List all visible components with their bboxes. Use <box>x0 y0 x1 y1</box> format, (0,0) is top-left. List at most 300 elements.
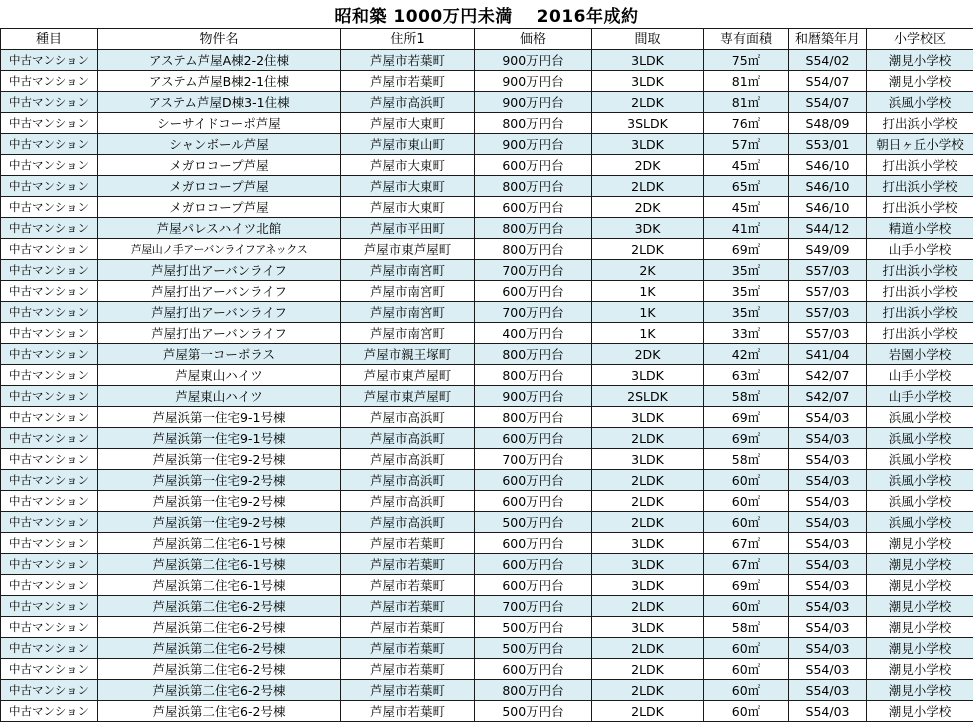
cell-floor-area[interactable]: 65㎡ <box>704 176 789 197</box>
cell-address[interactable]: 芦屋市高浜町 <box>341 92 475 113</box>
cell-property-name[interactable]: 芦屋浜第二住宅6-1号棟 <box>98 533 341 554</box>
cell-layout[interactable]: 3LDK <box>592 50 704 71</box>
cell-built-date[interactable]: S42/07 <box>789 386 867 407</box>
cell-address[interactable]: 芦屋市若葉町 <box>341 533 475 554</box>
table-row <box>1 617 973 638</box>
cell-type[interactable]: 中古マンション <box>1 365 98 386</box>
cell-school-district[interactable]: 潮見小学校 <box>867 638 973 659</box>
cell-school-district[interactable]: 山手小学校 <box>867 386 973 407</box>
cell-address[interactable]: 芦屋市高浜町 <box>341 470 475 491</box>
cell-layout[interactable]: 2LDK <box>592 659 704 680</box>
cell-address[interactable]: 芦屋市東芦屋町 <box>341 365 475 386</box>
cell-property-name[interactable]: 芦屋浜第一住宅9-1号棟 <box>98 407 341 428</box>
cell-price[interactable]: 600万円台 <box>475 491 592 512</box>
cell-address[interactable]: 芦屋市東山町 <box>341 134 475 155</box>
cell-price[interactable]: 700万円台 <box>475 302 592 323</box>
cell-type[interactable]: 中古マンション <box>1 281 98 302</box>
cell-built-date[interactable]: S54/03 <box>789 512 867 533</box>
header-row <box>1 29 973 50</box>
cell-type[interactable]: 中古マンション <box>1 302 98 323</box>
cell-built-date[interactable]: S54/03 <box>789 407 867 428</box>
cell-built-date[interactable]: S54/07 <box>789 71 867 92</box>
cell-property-name[interactable]: 芦屋パレスハイツ北館 <box>98 218 341 239</box>
table-row <box>1 323 973 344</box>
table-row <box>1 680 973 701</box>
table-row <box>1 428 973 449</box>
cell-built-date[interactable]: S54/03 <box>789 470 867 491</box>
cell-property-name[interactable]: シャンボール芦屋 <box>98 134 341 155</box>
cell-built-date[interactable]: S54/02 <box>789 50 867 71</box>
cell-property-name[interactable]: 芦屋浜第一住宅9-2号棟 <box>98 449 341 470</box>
column-header-property-name[interactable]: 物件名 <box>98 29 341 50</box>
table-row <box>1 554 973 575</box>
table-row <box>1 239 973 260</box>
cell-floor-area[interactable]: 41㎡ <box>704 218 789 239</box>
table-row <box>1 386 973 407</box>
cell-property-name[interactable]: メガロコープ芦屋 <box>98 176 341 197</box>
cell-type[interactable]: 中古マンション <box>1 92 98 113</box>
cell-price[interactable]: 800万円台 <box>475 365 592 386</box>
cell-layout[interactable]: 2LDK <box>592 680 704 701</box>
cell-school-district[interactable]: 潮見小学校 <box>867 596 973 617</box>
cell-layout[interactable]: 3SLDK <box>592 113 704 134</box>
cell-school-district[interactable]: 潮見小学校 <box>867 554 973 575</box>
cell-school-district[interactable]: 浜風小学校 <box>867 491 973 512</box>
cell-built-date[interactable]: S57/03 <box>789 260 867 281</box>
table-row <box>1 92 973 113</box>
cell-property-name[interactable]: 芦屋打出アーバンライフ <box>98 323 341 344</box>
table-row <box>1 344 973 365</box>
cell-floor-area[interactable]: 60㎡ <box>704 512 789 533</box>
cell-school-district[interactable]: 山手小学校 <box>867 365 973 386</box>
cell-school-district[interactable]: 浜風小学校 <box>867 407 973 428</box>
cell-built-date[interactable]: S46/10 <box>789 197 867 218</box>
cell-property-name[interactable]: 芦屋打出アーバンライフ <box>98 281 341 302</box>
cell-built-date[interactable]: S54/03 <box>789 554 867 575</box>
cell-layout[interactable]: 2LDK <box>592 470 704 491</box>
cell-type[interactable]: 中古マンション <box>1 449 98 470</box>
cell-layout[interactable]: 3LDK <box>592 533 704 554</box>
cell-built-date[interactable]: S46/10 <box>789 155 867 176</box>
cell-address[interactable]: 芦屋市若葉町 <box>341 71 475 92</box>
cell-address[interactable]: 芦屋市高浜町 <box>341 428 475 449</box>
cell-layout[interactable]: 3LDK <box>592 134 704 155</box>
cell-layout[interactable]: 2LDK <box>592 701 704 722</box>
column-header-address[interactable]: 住所1 <box>341 29 475 50</box>
cell-price[interactable]: 600万円台 <box>475 554 592 575</box>
cell-price[interactable]: 500万円台 <box>475 701 592 722</box>
cell-built-date[interactable]: S54/03 <box>789 659 867 680</box>
cell-property-name[interactable]: 芦屋浜第二住宅6-1号棟 <box>98 575 341 596</box>
cell-floor-area[interactable]: 57㎡ <box>704 134 789 155</box>
cell-price[interactable]: 800万円台 <box>475 218 592 239</box>
cell-address[interactable]: 芦屋市高浜町 <box>341 512 475 533</box>
cell-address[interactable]: 芦屋市南宮町 <box>341 302 475 323</box>
cell-property-name[interactable]: 芦屋山ノ手アーバンライフアネックス <box>98 239 341 260</box>
cell-address[interactable]: 芦屋市大東町 <box>341 113 475 134</box>
cell-type[interactable]: 中古マンション <box>1 218 98 239</box>
cell-floor-area[interactable]: 69㎡ <box>704 575 789 596</box>
cell-school-district[interactable]: 打出浜小学校 <box>867 113 973 134</box>
cell-property-name[interactable]: 芦屋浜第二住宅6-2号棟 <box>98 680 341 701</box>
cell-property-name[interactable]: シーサイドコーポ芦屋 <box>98 113 341 134</box>
table-row <box>1 50 973 71</box>
cell-type[interactable]: 中古マンション <box>1 638 98 659</box>
cell-layout[interactable]: 3LDK <box>592 71 704 92</box>
cell-layout[interactable]: 3LDK <box>592 365 704 386</box>
cell-price[interactable]: 600万円台 <box>475 575 592 596</box>
cell-price[interactable]: 500万円台 <box>475 512 592 533</box>
cell-built-date[interactable]: S57/03 <box>789 302 867 323</box>
table-row <box>1 302 973 323</box>
cell-floor-area[interactable]: 63㎡ <box>704 365 789 386</box>
cell-type[interactable]: 中古マンション <box>1 470 98 491</box>
cell-address[interactable]: 芦屋市南宮町 <box>341 323 475 344</box>
cell-type[interactable]: 中古マンション <box>1 197 98 218</box>
cell-layout[interactable]: 3LDK <box>592 617 704 638</box>
cell-price[interactable]: 400万円台 <box>475 323 592 344</box>
cell-floor-area[interactable]: 60㎡ <box>704 680 789 701</box>
table-row <box>1 71 973 92</box>
table-row <box>1 281 973 302</box>
cell-built-date[interactable]: S57/03 <box>789 323 867 344</box>
cell-type[interactable]: 中古マンション <box>1 386 98 407</box>
cell-property-name[interactable]: メガロコープ芦屋 <box>98 155 341 176</box>
table-row <box>1 197 973 218</box>
cell-floor-area[interactable]: 60㎡ <box>704 701 789 722</box>
cell-address[interactable]: 芦屋市若葉町 <box>341 617 475 638</box>
cell-address[interactable]: 芦屋市高浜町 <box>341 407 475 428</box>
cell-address[interactable]: 芦屋市東芦屋町 <box>341 386 475 407</box>
cell-address[interactable]: 芦屋市高浜町 <box>341 449 475 470</box>
cell-property-name[interactable]: 芦屋打出アーバンライフ <box>98 260 341 281</box>
table-row <box>1 218 973 239</box>
cell-school-district[interactable]: 浜風小学校 <box>867 92 973 113</box>
table-row <box>1 491 973 512</box>
cell-built-date[interactable]: S57/03 <box>789 281 867 302</box>
cell-price[interactable]: 700万円台 <box>475 260 592 281</box>
cell-address[interactable]: 芦屋市若葉町 <box>341 596 475 617</box>
cell-property-name[interactable]: 芦屋浜第一住宅9-2号棟 <box>98 512 341 533</box>
cell-price[interactable]: 900万円台 <box>475 92 592 113</box>
cell-school-district[interactable]: 潮見小学校 <box>867 701 973 722</box>
cell-built-date[interactable]: S54/03 <box>789 617 867 638</box>
cell-floor-area[interactable]: 60㎡ <box>704 470 789 491</box>
column-header-price[interactable]: 価格 <box>475 29 592 50</box>
cell-built-date[interactable]: S54/03 <box>789 575 867 596</box>
cell-address[interactable]: 芦屋市若葉町 <box>341 659 475 680</box>
cell-property-name[interactable]: 芦屋浜第二住宅6-2号棟 <box>98 659 341 680</box>
cell-floor-area[interactable]: 58㎡ <box>704 386 789 407</box>
cell-floor-area[interactable]: 60㎡ <box>704 491 789 512</box>
cell-price[interactable]: 700万円台 <box>475 596 592 617</box>
cell-type[interactable]: 中古マンション <box>1 491 98 512</box>
cell-school-district[interactable]: 打出浜小学校 <box>867 281 973 302</box>
cell-property-name[interactable]: 芦屋浜第二住宅6-2号棟 <box>98 617 341 638</box>
cell-school-district[interactable]: 浜風小学校 <box>867 512 973 533</box>
cell-layout[interactable]: 2DK <box>592 155 704 176</box>
cell-layout[interactable]: 2LDK <box>592 239 704 260</box>
cell-school-district[interactable]: 潮見小学校 <box>867 50 973 71</box>
cell-school-district[interactable]: 岩園小学校 <box>867 344 973 365</box>
cell-type[interactable]: 中古マンション <box>1 323 98 344</box>
cell-built-date[interactable]: S42/07 <box>789 365 867 386</box>
cell-layout[interactable]: 2SLDK <box>592 386 704 407</box>
cell-property-name[interactable]: 芦屋浜第一住宅9-2号棟 <box>98 491 341 512</box>
cell-school-district[interactable]: 潮見小学校 <box>867 71 973 92</box>
column-header-school-district[interactable]: 小学校区 <box>867 29 973 50</box>
cell-address[interactable]: 芦屋市若葉町 <box>341 554 475 575</box>
cell-type[interactable]: 中古マンション <box>1 617 98 638</box>
cell-floor-area[interactable]: 60㎡ <box>704 659 789 680</box>
cell-type[interactable]: 中古マンション <box>1 344 98 365</box>
cell-price[interactable]: 900万円台 <box>475 50 592 71</box>
cell-price[interactable]: 600万円台 <box>475 659 592 680</box>
cell-school-district[interactable]: 浜風小学校 <box>867 449 973 470</box>
cell-school-district[interactable]: 精道小学校 <box>867 218 973 239</box>
cell-built-date[interactable]: S44/12 <box>789 218 867 239</box>
cell-price[interactable]: 700万円台 <box>475 449 592 470</box>
cell-floor-area[interactable]: 76㎡ <box>704 113 789 134</box>
cell-price[interactable]: 600万円台 <box>475 155 592 176</box>
cell-price[interactable]: 900万円台 <box>475 386 592 407</box>
cell-floor-area[interactable]: 67㎡ <box>704 533 789 554</box>
cell-address[interactable]: 芦屋市平田町 <box>341 218 475 239</box>
cell-property-name[interactable]: 芦屋浜第二住宅6-1号棟 <box>98 554 341 575</box>
cell-layout[interactable]: 2LDK <box>592 491 704 512</box>
cell-school-district[interactable]: 山手小学校 <box>867 239 973 260</box>
cell-type[interactable]: 中古マンション <box>1 134 98 155</box>
cell-school-district[interactable]: 打出浜小学校 <box>867 176 973 197</box>
cell-layout[interactable]: 2LDK <box>592 428 704 449</box>
cell-address[interactable]: 芦屋市南宮町 <box>341 260 475 281</box>
cell-floor-area[interactable]: 58㎡ <box>704 449 789 470</box>
cell-type[interactable]: 中古マンション <box>1 575 98 596</box>
cell-price[interactable]: 800万円台 <box>475 239 592 260</box>
cell-address[interactable]: 芦屋市若葉町 <box>341 638 475 659</box>
cell-type[interactable]: 中古マンション <box>1 155 98 176</box>
cell-type[interactable]: 中古マンション <box>1 659 98 680</box>
cell-address[interactable]: 芦屋市南宮町 <box>341 281 475 302</box>
cell-layout[interactable]: 2K <box>592 260 704 281</box>
cell-floor-area[interactable]: 81㎡ <box>704 71 789 92</box>
cell-property-name[interactable]: アステム芦屋A棟2-2住棟 <box>98 50 341 71</box>
cell-property-name[interactable]: 芦屋浜第二住宅6-2号棟 <box>98 701 341 722</box>
cell-built-date[interactable]: S46/10 <box>789 176 867 197</box>
cell-school-district[interactable]: 浜風小学校 <box>867 428 973 449</box>
listings-table <box>0 28 973 722</box>
cell-type[interactable]: 中古マンション <box>1 554 98 575</box>
cell-price[interactable]: 500万円台 <box>475 617 592 638</box>
table-row <box>1 659 973 680</box>
table-row <box>1 407 973 428</box>
cell-floor-area[interactable]: 35㎡ <box>704 260 789 281</box>
cell-property-name[interactable]: アステム芦屋D棟3-1住棟 <box>98 92 341 113</box>
table-row <box>1 134 973 155</box>
cell-property-name[interactable]: 芦屋浜第一住宅9-2号棟 <box>98 470 341 491</box>
cell-school-district[interactable]: 潮見小学校 <box>867 533 973 554</box>
cell-layout[interactable]: 3LDK <box>592 449 704 470</box>
cell-address[interactable]: 芦屋市若葉町 <box>341 701 475 722</box>
cell-type[interactable]: 中古マンション <box>1 680 98 701</box>
cell-floor-area[interactable]: 58㎡ <box>704 617 789 638</box>
cell-type[interactable]: 中古マンション <box>1 50 98 71</box>
table-row <box>1 512 973 533</box>
table-row <box>1 575 973 596</box>
table-row <box>1 470 973 491</box>
cell-floor-area[interactable]: 45㎡ <box>704 155 789 176</box>
cell-price[interactable]: 800万円台 <box>475 344 592 365</box>
cell-address[interactable]: 芦屋市若葉町 <box>341 575 475 596</box>
cell-layout[interactable]: 2LDK <box>592 92 704 113</box>
cell-address[interactable]: 芦屋市高浜町 <box>341 491 475 512</box>
cell-floor-area[interactable]: 33㎡ <box>704 323 789 344</box>
cell-floor-area[interactable]: 60㎡ <box>704 596 789 617</box>
cell-price[interactable]: 600万円台 <box>475 428 592 449</box>
cell-floor-area[interactable]: 81㎡ <box>704 92 789 113</box>
cell-layout[interactable]: 3LDK <box>592 575 704 596</box>
table-row <box>1 260 973 281</box>
cell-layout[interactable]: 2DK <box>592 197 704 218</box>
cell-floor-area[interactable]: 75㎡ <box>704 50 789 71</box>
cell-address[interactable]: 芦屋市大東町 <box>341 197 475 218</box>
cell-floor-area[interactable]: 45㎡ <box>704 197 789 218</box>
cell-address[interactable]: 芦屋市若葉町 <box>341 50 475 71</box>
table-row <box>1 155 973 176</box>
cell-school-district[interactable]: 打出浜小学校 <box>867 197 973 218</box>
cell-built-date[interactable]: S54/07 <box>789 92 867 113</box>
cell-school-district[interactable]: 打出浜小学校 <box>867 260 973 281</box>
cell-layout[interactable]: 1K <box>592 281 704 302</box>
cell-school-district[interactable]: 潮見小学校 <box>867 659 973 680</box>
cell-built-date[interactable]: S54/03 <box>789 638 867 659</box>
cell-layout[interactable]: 3DK <box>592 218 704 239</box>
column-header-layout[interactable]: 間取 <box>592 29 704 50</box>
cell-school-district[interactable]: 打出浜小学校 <box>867 155 973 176</box>
table-row <box>1 701 973 722</box>
cell-built-date[interactable]: S54/03 <box>789 533 867 554</box>
cell-built-date[interactable]: S49/09 <box>789 239 867 260</box>
cell-floor-area[interactable]: 69㎡ <box>704 239 789 260</box>
cell-layout[interactable]: 2LDK <box>592 638 704 659</box>
cell-school-district[interactable]: 朝日ヶ丘小学校 <box>867 134 973 155</box>
column-header-floor-area[interactable]: 専有面積 <box>704 29 789 50</box>
cell-school-district[interactable]: 潮見小学校 <box>867 680 973 701</box>
cell-type[interactable]: 中古マンション <box>1 176 98 197</box>
cell-layout[interactable]: 2DK <box>592 344 704 365</box>
cell-property-name[interactable]: 芦屋浜第一住宅9-1号棟 <box>98 428 341 449</box>
cell-type[interactable]: 中古マンション <box>1 596 98 617</box>
table-row <box>1 638 973 659</box>
cell-type[interactable]: 中古マンション <box>1 113 98 134</box>
cell-price[interactable]: 900万円台 <box>475 71 592 92</box>
cell-floor-area[interactable]: 35㎡ <box>704 281 789 302</box>
cell-address[interactable]: 芦屋市大東町 <box>341 176 475 197</box>
cell-floor-area[interactable]: 60㎡ <box>704 638 789 659</box>
cell-address[interactable]: 芦屋市若葉町 <box>341 680 475 701</box>
cell-built-date[interactable]: S54/03 <box>789 491 867 512</box>
cell-floor-area[interactable]: 69㎡ <box>704 428 789 449</box>
cell-property-name[interactable]: 芦屋第一コーポラス <box>98 344 341 365</box>
cell-type[interactable]: 中古マンション <box>1 512 98 533</box>
cell-school-district[interactable]: 打出浜小学校 <box>867 323 973 344</box>
cell-school-district[interactable]: 潮見小学校 <box>867 617 973 638</box>
column-header-type[interactable]: 種目 <box>1 29 98 50</box>
cell-price[interactable]: 800万円台 <box>475 176 592 197</box>
cell-floor-area[interactable]: 35㎡ <box>704 302 789 323</box>
cell-price[interactable]: 600万円台 <box>475 470 592 491</box>
cell-address[interactable]: 芦屋市東芦屋町 <box>341 239 475 260</box>
table-row <box>1 113 973 134</box>
cell-layout[interactable]: 1K <box>592 302 704 323</box>
cell-layout[interactable]: 1K <box>592 323 704 344</box>
sheet-title: 昭和築 1000万円未満 2016年成約 <box>0 0 973 28</box>
cell-school-district[interactable]: 打出浜小学校 <box>867 302 973 323</box>
cell-price[interactable]: 900万円台 <box>475 134 592 155</box>
table-row <box>1 365 973 386</box>
cell-property-name[interactable]: アステム芦屋B棟2-1住棟 <box>98 71 341 92</box>
cell-address[interactable]: 芦屋市大東町 <box>341 155 475 176</box>
cell-school-district[interactable]: 浜風小学校 <box>867 470 973 491</box>
cell-price[interactable]: 600万円台 <box>475 533 592 554</box>
table-row <box>1 533 973 554</box>
cell-layout[interactable]: 3LDK <box>592 407 704 428</box>
table-row <box>1 176 973 197</box>
cell-price[interactable]: 600万円台 <box>475 197 592 218</box>
cell-school-district[interactable]: 潮見小学校 <box>867 575 973 596</box>
cell-address[interactable]: 芦屋市親王塚町 <box>341 344 475 365</box>
cell-built-date[interactable]: S54/03 <box>789 428 867 449</box>
cell-price[interactable]: 800万円台 <box>475 680 592 701</box>
cell-built-date[interactable]: S54/03 <box>789 449 867 470</box>
cell-type[interactable]: 中古マンション <box>1 533 98 554</box>
cell-price[interactable]: 800万円台 <box>475 407 592 428</box>
cell-price[interactable]: 600万円台 <box>475 281 592 302</box>
cell-built-date[interactable]: S48/09 <box>789 113 867 134</box>
cell-property-name[interactable]: 芦屋浜第二住宅6-2号棟 <box>98 596 341 617</box>
cell-built-date[interactable]: S41/04 <box>789 344 867 365</box>
cell-property-name[interactable]: メガロコープ芦屋 <box>98 197 341 218</box>
column-header-built-date[interactable]: 和暦築年月 <box>789 29 867 50</box>
table-body <box>1 50 973 722</box>
cell-built-date[interactable]: S54/03 <box>789 680 867 701</box>
cell-type[interactable]: 中古マンション <box>1 428 98 449</box>
cell-floor-area[interactable]: 42㎡ <box>704 344 789 365</box>
cell-price[interactable]: 500万円台 <box>475 638 592 659</box>
table-row <box>1 449 973 470</box>
cell-property-name[interactable]: 芦屋東山ハイツ <box>98 386 341 407</box>
cell-type[interactable]: 中古マンション <box>1 701 98 722</box>
cell-type[interactable]: 中古マンション <box>1 407 98 428</box>
cell-layout[interactable]: 2LDK <box>592 512 704 533</box>
cell-property-name[interactable]: 芦屋打出アーバンライフ <box>98 302 341 323</box>
cell-floor-area[interactable]: 69㎡ <box>704 407 789 428</box>
cell-built-date[interactable]: S54/03 <box>789 596 867 617</box>
cell-floor-area[interactable]: 67㎡ <box>704 554 789 575</box>
cell-type[interactable]: 中古マンション <box>1 71 98 92</box>
cell-layout[interactable]: 2LDK <box>592 596 704 617</box>
cell-layout[interactable]: 2LDK <box>592 176 704 197</box>
cell-built-date[interactable]: S53/01 <box>789 134 867 155</box>
cell-built-date[interactable]: S54/03 <box>789 701 867 722</box>
cell-type[interactable]: 中古マンション <box>1 260 98 281</box>
cell-price[interactable]: 800万円台 <box>475 113 592 134</box>
cell-layout[interactable]: 3LDK <box>592 554 704 575</box>
cell-type[interactable]: 中古マンション <box>1 239 98 260</box>
cell-property-name[interactable]: 芦屋東山ハイツ <box>98 365 341 386</box>
cell-property-name[interactable]: 芦屋浜第二住宅6-2号棟 <box>98 638 341 659</box>
table-row <box>1 596 973 617</box>
